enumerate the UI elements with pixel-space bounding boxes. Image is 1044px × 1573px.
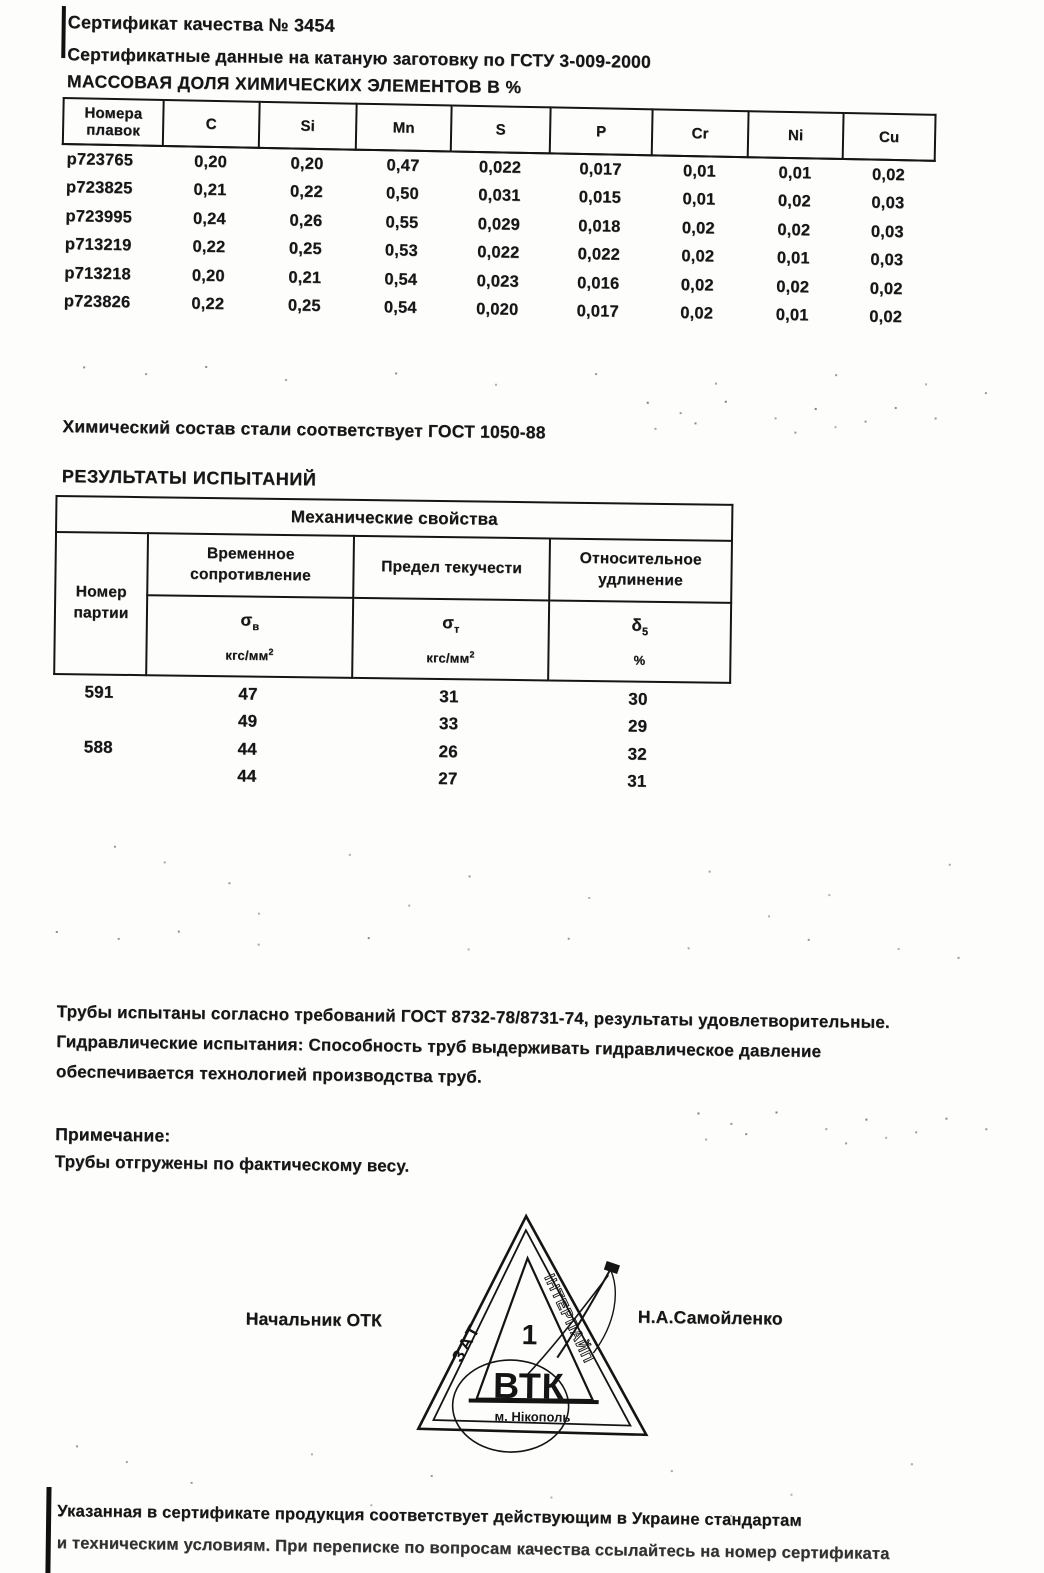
table-row: р713219 0,22 0,25 0,53 0,022 0,022 0,02 0,01 0,03 bbox=[61, 231, 933, 276]
melt-number-cell: р723765 bbox=[66, 149, 134, 170]
qc-stamp bbox=[406, 1201, 659, 1454]
table-row: р723995 0,24 0,26 0,55 0,029 0,018 0,02 0,02 0,03 bbox=[61, 202, 933, 247]
certificate-title: Сертификат качества № 3454 bbox=[67, 12, 335, 36]
yield-symbol-cell: $\sigma_т$ кгс/$мм^2$ bbox=[352, 598, 549, 681]
hydraulic-line1: Гидравлические испытания: Способность труб выдерживать гидравлическое давление bbox=[56, 1032, 822, 1062]
tensile-col-header: Временное сопротивление bbox=[147, 533, 354, 598]
chem-col-header: S bbox=[451, 106, 551, 154]
table-row: р723826 0,22 0,25 0,54 0,020 0,017 0,02 0,01 0,02 bbox=[60, 288, 932, 333]
scan-noise bbox=[75, 360, 77, 362]
scan-noise bbox=[109, 841, 111, 843]
melt-number-cell: р723995 bbox=[65, 206, 133, 227]
stamp-brand-text: ІНТЕРПАЙП bbox=[540, 1271, 598, 1367]
tests-line: Трубы испытаны согласно требований ГОСТ 8732-78/8731-74, результаты удовлетворительные. bbox=[56, 1002, 891, 1032]
table-row: р723765 0,20 0,20 0,47 0,022 0,017 0,01 0,01 0,02 bbox=[62, 144, 934, 190]
stamp-org-text: ЗАТ bbox=[448, 1319, 485, 1366]
stamp-city-text: м. Нікополь bbox=[494, 1408, 571, 1425]
tensile-symbol-cell: $\sigma_в$ кгс/$мм^2$ bbox=[146, 595, 353, 678]
table-row: 49 33 29 bbox=[52, 705, 728, 741]
table-row: р723825 0,21 0,22 0,50 0,031 0,015 0,01 0,02 0,03 bbox=[62, 174, 934, 219]
hydraulic-line2: обеспечивается технологией производства труб. bbox=[55, 1062, 482, 1087]
chem-col-header: C bbox=[163, 100, 260, 148]
melt-number-cell: р723826 bbox=[63, 292, 131, 312]
yield-col-header: Предел текучести bbox=[353, 536, 550, 601]
footer-line1: Указанная в сертификате продукция соответствует действующим в Украине стандартам bbox=[57, 1502, 802, 1530]
batch-col-header: Номер партии bbox=[54, 532, 148, 675]
melt-number-cell: р713219 bbox=[64, 235, 132, 255]
table-row: р713218 0,20 0,21 0,54 0,023 0,016 0,02 0,02 0,02 bbox=[60, 259, 932, 304]
elongation-col-header: Относительное удлинение bbox=[549, 538, 732, 602]
scan-noise bbox=[635, 398, 637, 400]
chem-col-header: Номера плавок bbox=[63, 98, 164, 146]
table-row: 591 47 31 30 bbox=[53, 678, 729, 714]
signer-position: Начальник ОТК bbox=[245, 1308, 383, 1331]
mech-symbol-row bbox=[54, 594, 731, 683]
certificate-subtitle: Сертификатные данные на катаную заготовку по ГСТУ 3-009-2000 bbox=[67, 44, 651, 72]
scan-noise bbox=[686, 1108, 688, 1110]
mechanical-properties-table bbox=[53, 495, 733, 684]
chem-table-body bbox=[60, 144, 935, 333]
mech-span-header: Механические свойства bbox=[56, 496, 732, 541]
stamp-number-text: 1 bbox=[521, 1319, 538, 1351]
results-title: РЕЗУЛЬТАТЫ ИСПЫТАНИЙ bbox=[61, 466, 317, 490]
composition-note: Химический состав стали соответствует ГОСТ 1050-88 bbox=[62, 416, 546, 443]
chem-col-header: Mn bbox=[356, 104, 452, 152]
chem-col-header: Cr bbox=[652, 109, 749, 157]
signer-name: Н.А.Самойленко bbox=[637, 1306, 783, 1329]
mech-title-row bbox=[55, 532, 732, 603]
note-title: Примечание: bbox=[55, 1124, 171, 1146]
chem-col-header: Si bbox=[259, 102, 357, 150]
chem-col-header: Cu bbox=[843, 113, 936, 161]
test-results-paragraph bbox=[56, 997, 1022, 1100]
elongation-symbol-cell: $\delta_5$ % bbox=[548, 600, 731, 682]
table-row: 588 44 26 32 bbox=[52, 733, 728, 769]
mechanical-results bbox=[52, 678, 729, 797]
table-row: 44 27 31 bbox=[52, 760, 728, 796]
scan-noise bbox=[71, 1440, 73, 1442]
melt-number-cell: р713218 bbox=[64, 263, 132, 284]
batch-number-cell bbox=[52, 705, 144, 734]
note-text: Трубы отгружены по фактическому весу. bbox=[54, 1152, 410, 1176]
stamp-dept-text: ВТК bbox=[492, 1364, 565, 1407]
melt-number-cell: р723825 bbox=[65, 178, 133, 198]
signature-blob bbox=[604, 1262, 619, 1274]
chemical-composition-table bbox=[59, 97, 937, 333]
footer-line2: и техническим условиям. При переписке по вопросам качества ссылайтесь на номер сертификата bbox=[56, 1534, 890, 1563]
scan-edge-mark-bottom bbox=[45, 1487, 51, 1573]
scan-noise bbox=[48, 925, 50, 927]
mech-results-body bbox=[52, 678, 729, 797]
chem-col-header: Ni bbox=[748, 111, 844, 159]
batch-number-cell bbox=[52, 760, 144, 789]
batch-number-cell: 588 bbox=[83, 737, 113, 757]
chem-col-header: P bbox=[550, 107, 653, 155]
batch-number-cell: 591 bbox=[84, 682, 114, 702]
scan-edge-mark bbox=[61, 6, 66, 58]
chem-table-title: МАССОВАЯ ДОЛЯ ХИМИЧЕСКИХ ЭЛЕМЕНТОВ В % bbox=[66, 71, 522, 98]
